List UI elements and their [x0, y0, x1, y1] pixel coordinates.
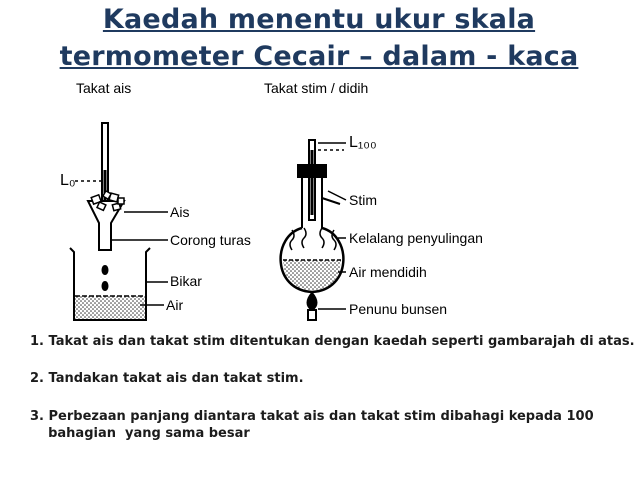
title-line-2: termometer Cecair – dalam - kaca	[59, 41, 579, 72]
label-l100: L₁₀₀	[349, 134, 377, 151]
steam-point-apparatus	[281, 140, 346, 320]
title-line-1: Kaedah menentu ukur skala	[102, 4, 536, 35]
beaker-water	[75, 296, 145, 319]
label-penunu-bunsen: Penunu bunsen	[349, 301, 448, 317]
note-3-line-1: 3. Perbezaan panjang diantara takat ais dan takat stim dibahagi kepada 100	[30, 409, 594, 424]
bunsen-burner	[308, 310, 316, 320]
steam-point-heading: Takat stim / didih	[264, 80, 369, 96]
label-ais: Ais	[170, 204, 190, 220]
label-corong-turas: Corong turas	[170, 232, 251, 248]
label-air-mendidih: Air mendidih	[349, 264, 427, 280]
label-l0: L₀	[60, 172, 76, 189]
label-kelalang-penyulingan: Kelalang penyulingan	[349, 230, 483, 246]
label-bikar: Bikar	[170, 273, 202, 289]
bunsen-flame	[308, 293, 317, 310]
water-drop	[103, 266, 108, 274]
note-2: 2. Tandakan takat ais dan takat stim.	[30, 371, 304, 386]
note-1: 1. Takat ais dan takat stim ditentukan dengan kaedah seperti gambarajah di atas.	[30, 334, 635, 349]
note-3-line-2: bahagian yang sama besar	[30, 426, 250, 441]
ice-point-heading: Takat ais	[76, 80, 132, 96]
stopper	[298, 165, 326, 177]
label-stim: Stim	[349, 192, 377, 208]
ice-point-apparatus	[70, 123, 168, 320]
label-air: Air	[166, 297, 184, 313]
